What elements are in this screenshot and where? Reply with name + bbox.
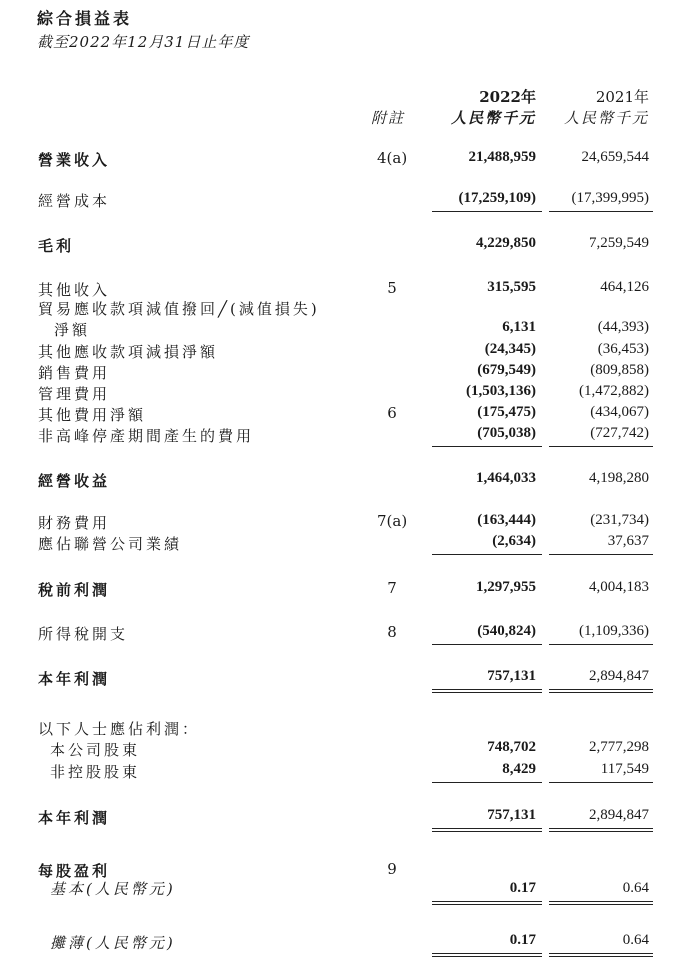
other-exp-note: 6 [387, 404, 397, 422]
selling-label: 銷售費用 [38, 364, 111, 382]
rule [432, 692, 542, 693]
pretax-label: 稅前利潤 [38, 581, 111, 599]
diluted-2022: 0.17 [509, 932, 536, 948]
header-unit-2022: 人民幣千元 [450, 109, 536, 127]
rule [549, 692, 653, 693]
basic-label: 基本(人民幣元) [50, 880, 176, 898]
nci-2021: 117,549 [600, 761, 649, 777]
other-income-2022: 315,595 [487, 279, 536, 295]
header-unit-2021: 人民幣千元 [563, 109, 649, 127]
tax-2022: (540,824) [477, 623, 536, 639]
other-income-2021: 464,126 [600, 279, 649, 295]
pretax-note: 7 [387, 579, 397, 597]
rule [549, 554, 653, 555]
attrib-label: 以下人士應佔利潤： [38, 720, 201, 738]
pretax-2021: 4,004,183 [589, 579, 649, 595]
tax-2021: (1,109,336) [579, 623, 649, 639]
rule [432, 689, 542, 690]
rule [549, 904, 653, 905]
revenue-note: 4(a) [377, 149, 408, 167]
admin-label: 管理費用 [38, 385, 111, 403]
cost-2022: (17,259,109) [458, 190, 536, 206]
diluted-2021: 0.64 [622, 932, 649, 948]
other-income-note: 5 [387, 279, 397, 297]
other-exp-2021: (434,067) [590, 404, 649, 420]
rule [549, 831, 653, 832]
revenue-label: 營業收入 [38, 151, 111, 169]
header-year-2021: 2021年 [595, 88, 649, 106]
trade-recv-2022: 6,131 [502, 319, 536, 335]
nci-2022: 8,429 [502, 761, 536, 777]
eps-note: 9 [387, 860, 397, 878]
other-recv-2021: (36,453) [597, 341, 649, 357]
shareholders-2022: 748,702 [487, 739, 536, 755]
trade-recv-label-1: 貿易應收款項減值撥回╱(減值損失) [38, 300, 320, 318]
rule [549, 211, 653, 212]
rule [549, 901, 653, 902]
trade-recv-label-2: 淨額 [54, 321, 91, 339]
finance-2021: (231,734) [590, 512, 649, 528]
profit2-2021: 2,894,847 [589, 807, 649, 823]
rule [549, 644, 653, 645]
other-exp-2022: (175,475) [477, 404, 536, 420]
profit-2022: 757,131 [487, 668, 536, 684]
associates-2022: (2,634) [492, 533, 536, 549]
rule [432, 211, 542, 212]
tax-note: 8 [387, 623, 397, 641]
rule [432, 782, 542, 783]
cost-2021: (17,399,995) [571, 190, 649, 206]
offpeak-2021: (727,742) [590, 425, 649, 441]
rule [432, 554, 542, 555]
profit2-label: 本年利潤 [38, 809, 111, 827]
statement-title: 綜合損益表 [37, 9, 133, 28]
rule [432, 831, 542, 832]
gross-2022: 4,229,850 [476, 235, 536, 251]
admin-2021: (1,472,882) [579, 383, 649, 399]
finance-2022: (163,444) [477, 512, 536, 528]
op-profit-2022: 1,464,033 [476, 470, 536, 486]
rule [432, 901, 542, 902]
admin-2022: (1,503,136) [466, 383, 536, 399]
rule [549, 956, 653, 957]
header-note: 附註 [371, 109, 406, 127]
rule [432, 956, 542, 957]
gross-2021: 7,259,549 [589, 235, 649, 251]
other-recv-2022: (24,345) [484, 341, 536, 357]
rule [549, 828, 653, 829]
op-profit-2021: 4,198,280 [589, 470, 649, 486]
associates-label: 應佔聯營公司業績 [38, 535, 183, 553]
rule [432, 644, 542, 645]
diluted-label: 攤薄(人民幣元) [50, 934, 176, 952]
rule [549, 953, 653, 954]
shareholders-2021: 2,777,298 [589, 739, 649, 755]
trade-recv-2021: (44,393) [597, 319, 649, 335]
gross-label: 毛利 [38, 237, 75, 255]
op-profit-label: 經營收益 [38, 472, 111, 490]
offpeak-2022: (705,038) [477, 425, 536, 441]
rule [432, 446, 542, 447]
rule [432, 904, 542, 905]
header-year-2022: 2022年 [479, 88, 536, 106]
rule [549, 689, 653, 690]
finance-note: 7(a) [377, 512, 408, 530]
revenue-2022: 21,488,959 [468, 149, 536, 165]
revenue-2021: 24,659,544 [581, 149, 649, 165]
selling-2022: (679,549) [477, 362, 536, 378]
other-exp-label: 其他費用淨額 [38, 406, 147, 424]
profit2-2022: 757,131 [487, 807, 536, 823]
profit-2021: 2,894,847 [589, 668, 649, 684]
tax-label: 所得稅開支 [38, 625, 129, 643]
profit-label: 本年利潤 [38, 670, 111, 688]
nci-label: 非控股股東 [50, 763, 141, 781]
other-recv-label: 其他應收款項減損淨額 [38, 343, 219, 361]
rule [549, 782, 653, 783]
associates-2021: 37,637 [607, 533, 649, 549]
offpeak-label: 非高峰停產期間產生的費用 [38, 427, 255, 445]
rule [432, 953, 542, 954]
basic-2022: 0.17 [509, 880, 536, 896]
pretax-2022: 1,297,955 [476, 579, 536, 595]
selling-2021: (809,858) [590, 362, 649, 378]
eps-label: 每股盈利 [38, 862, 111, 880]
other-income-label: 其他收入 [38, 281, 111, 299]
statement-subtitle: 截至2022年12月31日止年度 [37, 33, 250, 51]
finance-label: 財務費用 [38, 514, 111, 532]
rule [432, 828, 542, 829]
basic-2021: 0.64 [622, 880, 649, 896]
shareholders-label: 本公司股東 [50, 741, 141, 759]
rule [549, 446, 653, 447]
cost-label: 經營成本 [38, 192, 111, 210]
